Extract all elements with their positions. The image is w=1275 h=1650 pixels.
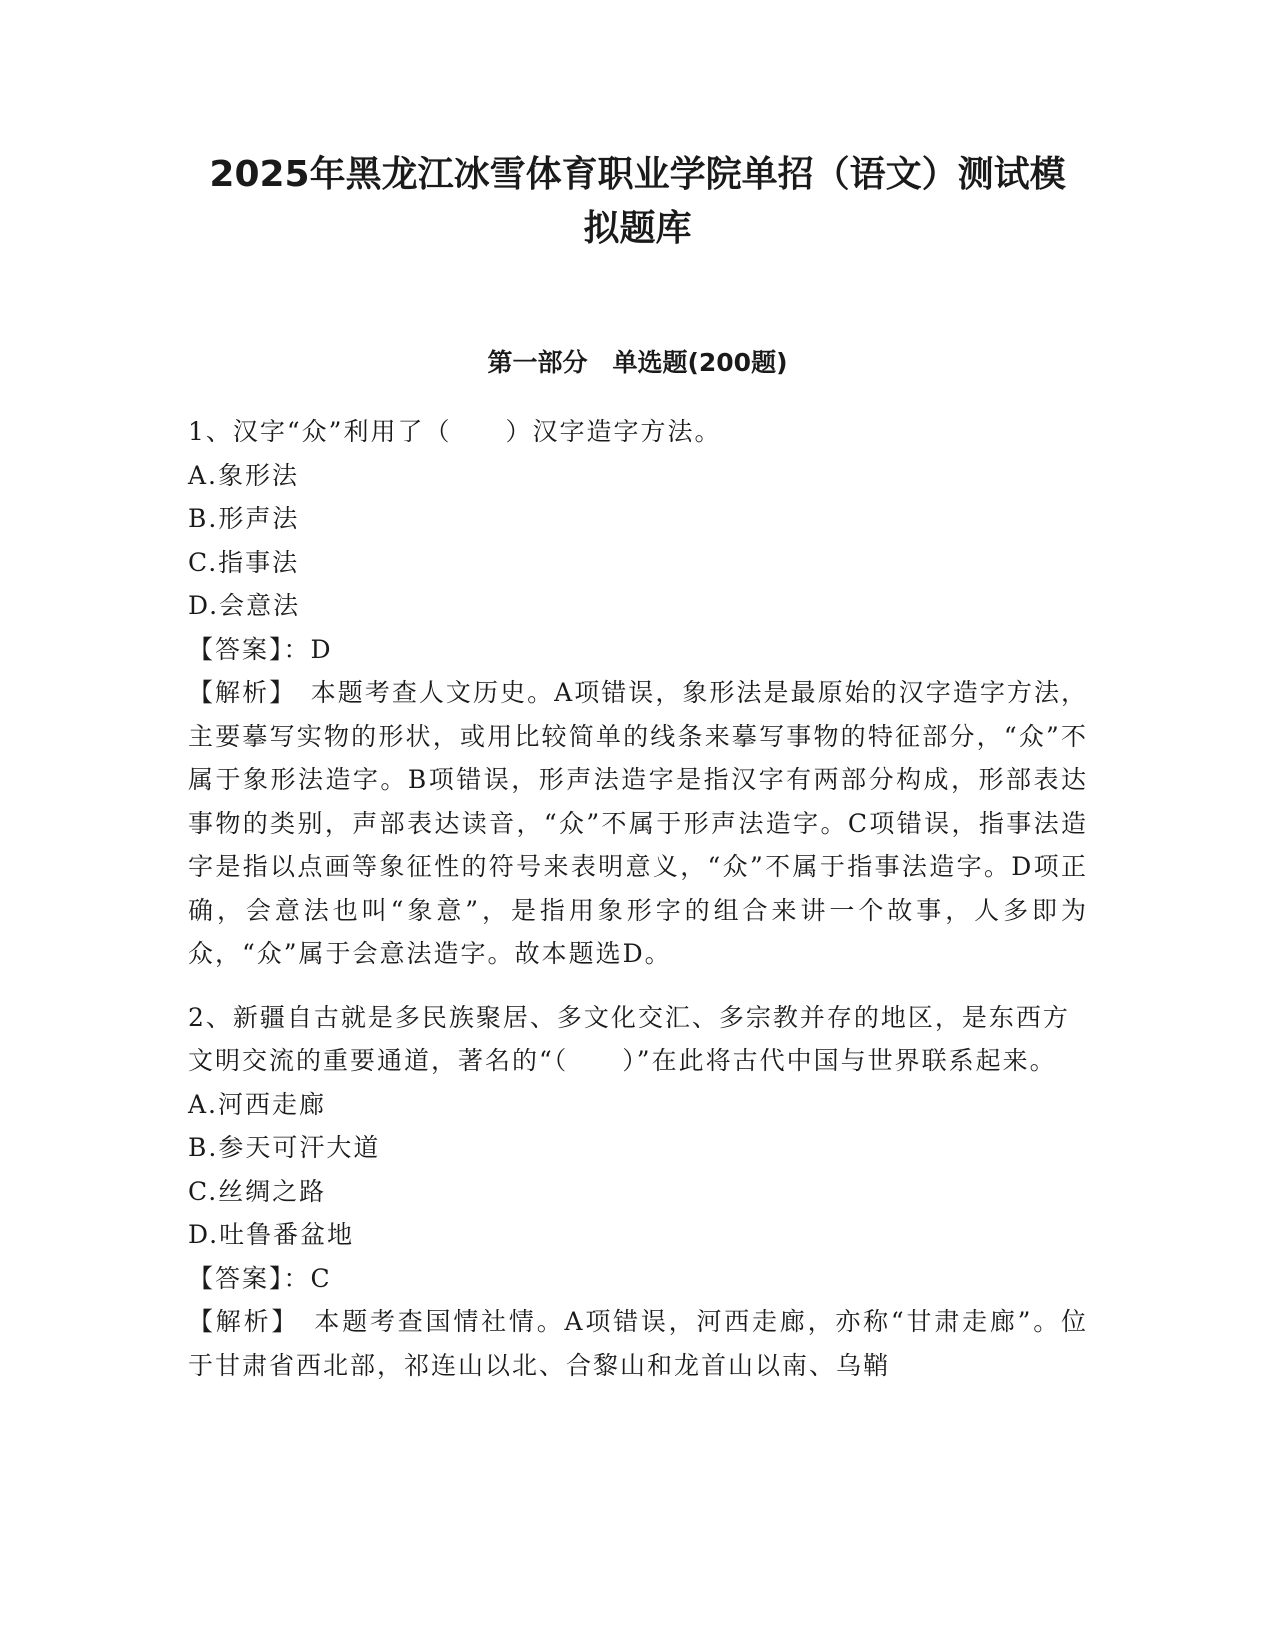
option-c: C.丝绸之路 — [188, 1176, 327, 1206]
question-stem: 1、汉字“众”利用了（ ）汉字造字方法。 — [188, 417, 722, 446]
option-a: A.河西走廊 — [188, 1089, 327, 1119]
analysis-paragraph — [188, 671, 1088, 976]
analysis-paragraph — [188, 1300, 1088, 1387]
answer-line — [188, 628, 1088, 672]
option-d: D.会意法 — [188, 591, 301, 620]
title-line-2: 拟题库 — [583, 208, 692, 249]
option-a: A.象形法 — [188, 460, 300, 490]
analysis-text: 本题考查国情社情。A项错误，河西走廊，亦称“甘肃走廊”。位于甘肃省西北部，祁连山以北、合黎山和龙首山以南、乌鞘 — [188, 1307, 1088, 1380]
analysis-text: 本题考查人文历史。A项错误，象形法是最原始的汉字造字方法，主要摹写实物的形状，或用比较简单的线条来摹写事物的特征部分，“众”不属于象形法造字。B项错误，形声法造字是指汉字有两部分构成，形部表达事物的类别，声部表达读音，“众”不属于形声法造字。C项错误，指事法造字是指以点画等象征性的符号来表明意义，“众”不属于指事法造字。D项正确，会意法也叫“象意”，是指用象形字的组合来讲一个故事，人多即为众，“众”属于会意法造字。故本题选D。 — [188, 678, 1088, 968]
answer-tag: 【答案】： — [188, 634, 311, 664]
question-stem: 2、新疆自古就是多民族聚居、多文化交汇、多宗教并存的地区，是东西方文明交流的重要通道，著名的“（ ）”在此将古代中国与世界联系起来。 — [188, 1002, 1070, 1075]
section-heading: 第一部分 单选题(200题) — [487, 348, 788, 377]
analysis-tag: 【解析】 — [188, 678, 311, 707]
question-list — [188, 410, 1088, 1407]
title-line-1: 2025年黑龙江冰雪体育职业学院单招（语文）测试模 — [209, 154, 1066, 195]
answer-line — [188, 1257, 1088, 1301]
option-d: D.吐鲁番盆地 — [188, 1220, 355, 1249]
answer-tag: 【答案】： — [188, 1263, 311, 1293]
analysis-tag: 【解析】 — [188, 1307, 315, 1336]
question-2 — [188, 996, 1088, 1388]
option-b: B.形声法 — [188, 504, 300, 533]
answer-value: D — [310, 634, 333, 664]
document-title — [150, 148, 1125, 256]
answer-value: C — [310, 1263, 332, 1293]
question-1 — [188, 410, 1088, 976]
option-c: C.指事法 — [188, 547, 300, 577]
option-b: B.参天可汗大道 — [188, 1133, 381, 1162]
